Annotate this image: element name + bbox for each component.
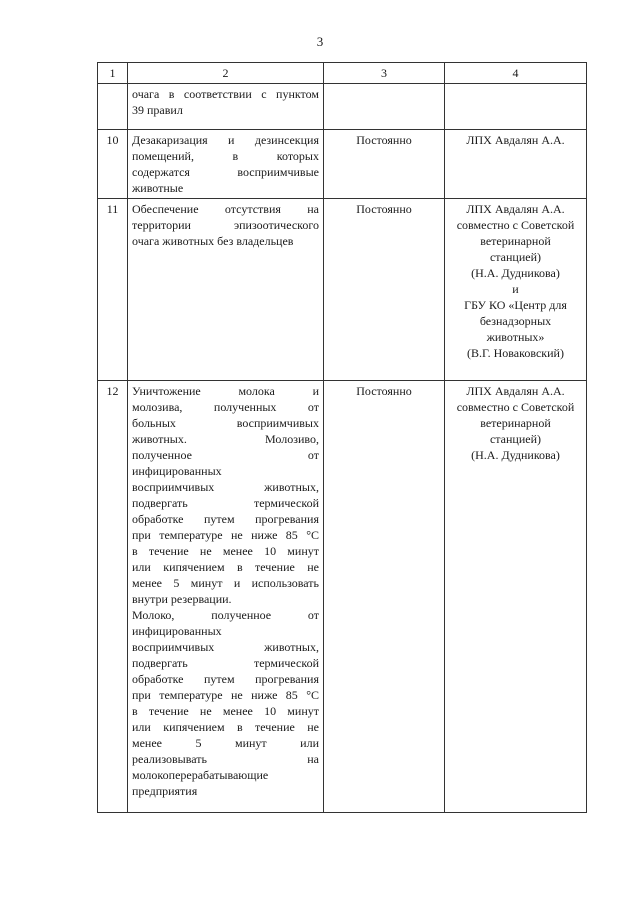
responsible-line: ЛПХ Авдалян А.А. xyxy=(466,384,565,398)
description-line: животные xyxy=(132,181,184,195)
description-line: 39 правил xyxy=(132,103,183,117)
description-line: менее 5 минут или xyxy=(132,736,319,750)
table-header-row xyxy=(98,63,587,84)
responsible-line: (Н.А. Дудникова) xyxy=(471,266,560,280)
row-number: 11 xyxy=(98,199,128,381)
responsible-line: животных» xyxy=(486,330,545,344)
row-number: 12 xyxy=(98,381,128,813)
table-row xyxy=(98,381,587,813)
responsible-line: ГБУ КО «Центр для xyxy=(464,298,567,312)
table-row xyxy=(98,130,587,199)
row-number: 10 xyxy=(98,130,128,199)
description-line: инфицированных xyxy=(132,624,222,638)
measure-responsible xyxy=(445,199,587,381)
column-header: 2 xyxy=(128,63,324,84)
row-number xyxy=(98,84,128,130)
description-line: предприятия xyxy=(132,784,198,798)
measure-period: Постоянно xyxy=(324,199,445,381)
responsible-line: станцией) xyxy=(489,250,542,264)
responsible-line: безнадзорных xyxy=(479,314,552,328)
description-line: в течение не менее 10 минут xyxy=(132,544,319,558)
description-line: или кипячением в течение не xyxy=(132,560,319,574)
table-row xyxy=(98,84,587,130)
table-row xyxy=(98,199,587,381)
description-line: Обеспечение отсутствия на xyxy=(132,202,319,216)
responsible-line: и xyxy=(512,282,519,296)
responsible-line: станцией) xyxy=(489,432,542,446)
responsible-line: совместно с Советской xyxy=(456,218,575,232)
description-line: Молоко, полученное от xyxy=(132,608,319,622)
description-line: животных. Молозиво, xyxy=(132,432,319,446)
description-line: очага в соответствии с пунктом xyxy=(132,87,319,101)
description-line: молокоперерабатывающие xyxy=(132,768,269,782)
measure-period: Постоянно xyxy=(324,381,445,813)
description-line: восприимчивых животных, xyxy=(132,480,319,494)
measure-responsible xyxy=(445,84,587,130)
column-header: 4 xyxy=(445,63,587,84)
page-number: 3 xyxy=(316,34,324,49)
description-line: территории эпизоотического xyxy=(132,218,319,232)
description-line: полученное от xyxy=(132,448,319,462)
responsible-line: ветеринарной xyxy=(480,234,551,248)
description-line: Уничтожение молока и xyxy=(132,384,319,398)
description-line: при температуре не ниже 85 °С xyxy=(132,688,319,702)
description-line: менее 5 минут и использовать xyxy=(132,576,319,590)
responsible-line: (В.Г. Новаковский) xyxy=(467,346,564,360)
measure-period: Постоянно xyxy=(324,130,445,199)
measure-responsible xyxy=(445,381,587,813)
responsible-line: (Н.А. Дудникова) xyxy=(471,448,560,462)
measure-responsible xyxy=(445,130,587,199)
description-line: внутри резервации. xyxy=(132,592,232,606)
description-line: очага животных без владельцев xyxy=(132,234,294,248)
responsible-line: ветеринарной xyxy=(480,416,551,430)
description-line: реализовывать на xyxy=(132,752,319,766)
description-line: молозива, полученных от xyxy=(132,400,319,414)
responsible-line: совместно с Советской xyxy=(456,400,575,414)
measure-description xyxy=(128,199,324,381)
description-line: инфицированных xyxy=(132,464,222,478)
description-line: помещений, в которых xyxy=(132,149,319,163)
description-line: подвергать термической xyxy=(132,496,319,510)
description-line: восприимчивых животных, xyxy=(132,640,319,654)
measure-period xyxy=(324,84,445,130)
responsible-line: ЛПХ Авдалян А.А. xyxy=(466,133,565,147)
description-line: в течение не менее 10 минут xyxy=(132,704,319,718)
description-line: Дезакаризация и дезинсекция xyxy=(132,133,319,147)
description-line: обработке путем прогревания xyxy=(132,512,319,526)
responsible-line: ЛПХ Авдалян А.А. xyxy=(466,202,565,216)
measure-description xyxy=(128,381,324,813)
measure-description xyxy=(128,130,324,199)
description-line: содержатся восприимчивые xyxy=(132,165,319,179)
description-line: или кипячением в течение не xyxy=(132,720,319,734)
column-header: 1 xyxy=(98,63,128,84)
measure-description xyxy=(128,84,324,130)
description-line: при температуре не ниже 85 °С xyxy=(132,528,319,542)
description-line: обработке путем прогревания xyxy=(132,672,319,686)
description-line: больных восприимчивых xyxy=(132,416,319,430)
column-header: 3 xyxy=(324,63,445,84)
measures-table xyxy=(97,62,587,813)
description-line: подвергать термической xyxy=(132,656,319,670)
